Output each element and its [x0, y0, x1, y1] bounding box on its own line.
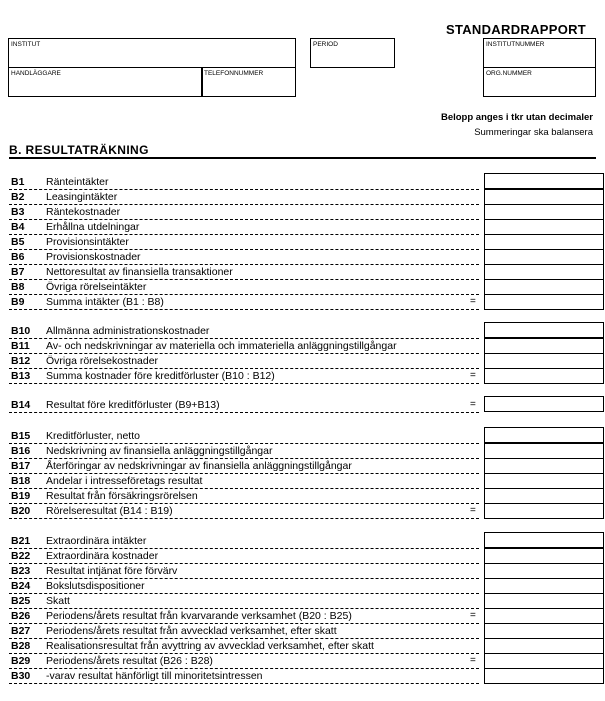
report-title: STANDARDRAPPORT: [446, 22, 587, 37]
row-code: B11: [11, 340, 30, 352]
equals-sign: =: [470, 610, 476, 621]
row-code: B13: [11, 370, 31, 382]
row-b16: [9, 444, 596, 459]
value-input-b7[interactable]: [484, 264, 604, 280]
row-code: B29: [11, 655, 31, 667]
row-code: B20: [11, 505, 31, 517]
handlaggare-label: HANDLÄGGARE: [11, 70, 61, 77]
equals-sign: =: [470, 399, 476, 410]
row-b12: [9, 354, 596, 369]
value-input-b20[interactable]: [484, 503, 604, 519]
row-label: Övriga rörelsekostnader: [46, 355, 159, 367]
section-title: B. RESULTATRÄKNING: [9, 143, 149, 157]
institutnummer-box[interactable]: [483, 38, 596, 68]
institut-box[interactable]: [8, 38, 296, 68]
value-input-b8[interactable]: [484, 279, 604, 295]
value-input-b2[interactable]: [484, 189, 604, 205]
value-input-b26[interactable]: [484, 608, 604, 624]
row-b17: [9, 459, 596, 474]
value-input-b17[interactable]: [484, 458, 604, 474]
row-label: Resultat från försäkringsrörelsen: [46, 490, 198, 502]
equals-sign: =: [470, 655, 476, 666]
handlaggare-box[interactable]: [8, 67, 203, 97]
row-code: B5: [11, 236, 25, 248]
row-code: B6: [11, 251, 25, 263]
row-label: Summa kostnader före kreditförluster (B10 : B12): [46, 370, 275, 382]
row-label: Allmänna administrationskostnader: [46, 325, 210, 337]
value-input-b4[interactable]: [484, 219, 604, 235]
row-label: Erhållna utdelningar: [46, 221, 140, 233]
row-code: B24: [11, 580, 31, 592]
value-input-b1[interactable]: [484, 173, 604, 189]
note-balance: Summeringar ska balansera: [474, 127, 593, 138]
row-code: B18: [11, 475, 31, 487]
row-label: Provisionskostnader: [46, 251, 141, 263]
row-code: B15: [11, 430, 31, 442]
row-label: Skatt: [46, 595, 70, 607]
row-label: Övriga rörelseintäkter: [46, 281, 147, 293]
row-label: Periodens/årets resultat (B26 : B28): [46, 655, 213, 667]
row-label: Periodens/årets resultat från avvecklad verksamhet, efter skatt: [46, 625, 337, 637]
dashed-leader: [9, 518, 479, 519]
row-b14: [9, 398, 596, 413]
value-input-b11[interactable]: [484, 338, 604, 354]
row-b4: [9, 220, 596, 235]
value-input-b13[interactable]: [484, 368, 604, 384]
row-b28: [9, 639, 596, 654]
row-b26: [9, 609, 596, 624]
telefonnummer-box[interactable]: [201, 67, 296, 97]
equals-sign: =: [470, 296, 476, 307]
period-label: PERIOD: [313, 41, 338, 48]
row-b6: [9, 250, 596, 265]
row-label: Extraordinära kostnader: [46, 550, 159, 562]
row-code: B9: [11, 296, 25, 308]
dashed-leader: [9, 412, 479, 413]
row-label: Leasingintäkter: [46, 191, 118, 203]
row-code: B23: [11, 565, 31, 577]
row-label: Periodens/årets resultat från kvarvarande verksamhet (B20 : B25): [46, 610, 352, 622]
equals-sign: =: [470, 505, 476, 516]
institutnummer-label: INSTITUTNUMMER: [486, 41, 545, 48]
row-code: B2: [11, 191, 25, 203]
orgnummer-label: ORG.NUMMER: [486, 70, 532, 77]
section-rule: [9, 157, 596, 159]
value-input-b28[interactable]: [484, 638, 604, 654]
value-input-b3[interactable]: [484, 204, 604, 220]
row-b23: [9, 564, 596, 579]
row-label: Resultat före kreditförluster (B9+B13): [46, 399, 220, 411]
row-label: Ränteintäkter: [46, 176, 109, 188]
value-input-b30[interactable]: [484, 668, 604, 684]
row-b21: [9, 534, 596, 549]
row-code: B1: [11, 176, 25, 188]
note-amounts: Belopp anges i tkr utan decimaler: [440, 112, 593, 123]
row-label: Kreditförluster, netto: [46, 430, 140, 442]
value-input-b19[interactable]: [484, 488, 604, 504]
value-input-b16[interactable]: [484, 443, 604, 459]
value-input-b29[interactable]: [484, 653, 604, 669]
row-label: Realisationsresultat från avyttring av avvecklad verksamhet, efter skatt: [46, 640, 374, 652]
row-b11: [9, 339, 596, 354]
row-b5: [9, 235, 596, 250]
value-input-b18[interactable]: [484, 473, 604, 489]
value-input-b21[interactable]: [484, 532, 604, 548]
dashed-leader: [9, 309, 479, 310]
orgnummer-box[interactable]: [483, 67, 596, 97]
value-input-b6[interactable]: [484, 249, 604, 265]
row-code: B22: [11, 550, 31, 562]
row-b18: [9, 474, 596, 489]
row-b9: [9, 295, 596, 310]
row-b25: [9, 594, 596, 609]
row-code: B26: [11, 610, 31, 622]
row-label: Extraordinära intäkter: [46, 535, 147, 547]
row-b24: [9, 579, 596, 594]
row-code: B17: [11, 460, 31, 472]
row-label: Andelar i intresseföretags resultat: [46, 475, 203, 487]
value-input-b15[interactable]: [484, 427, 604, 443]
row-label: Återföringar av nedskrivningar av finansiella anläggningstillgångar: [46, 460, 352, 472]
row-code: B21: [11, 535, 31, 547]
row-label: Provisionsintäkter: [46, 236, 129, 248]
row-b3: [9, 205, 596, 220]
row-label: Nedskrivning av finansiella anläggningstillgångar: [46, 445, 273, 457]
row-b7: [9, 265, 596, 280]
dashed-leader: [9, 683, 479, 684]
value-input-b24[interactable]: [484, 578, 604, 594]
row-b10: [9, 324, 596, 339]
row-code: B25: [11, 595, 31, 607]
row-code: B3: [11, 206, 25, 218]
row-code: B28: [11, 640, 31, 652]
row-code: B7: [11, 266, 25, 278]
row-b15: [9, 429, 596, 444]
period-box[interactable]: [310, 38, 395, 68]
row-label: Rörelseresultat (B14 : B19): [46, 505, 173, 517]
value-input-b14[interactable]: [484, 396, 604, 412]
row-b22: [9, 549, 596, 564]
row-label: -varav resultat hänförligt till minoritetsintressen: [46, 670, 263, 682]
value-input-b23[interactable]: [484, 563, 604, 579]
row-code: B14: [11, 399, 31, 411]
row-b20: [9, 504, 596, 519]
value-input-b10[interactable]: [484, 322, 604, 338]
row-label: Räntekostnader: [46, 206, 121, 218]
value-input-b5[interactable]: [484, 234, 604, 250]
row-code: B8: [11, 281, 25, 293]
row-b13: [9, 369, 596, 384]
row-code: B27: [11, 625, 31, 637]
dashed-leader: [9, 383, 479, 384]
row-b29: [9, 654, 596, 669]
row-b2: [9, 190, 596, 205]
row-code: B10: [11, 325, 31, 337]
value-input-b9[interactable]: [484, 294, 604, 310]
row-b27: [9, 624, 596, 639]
value-input-b12[interactable]: [484, 353, 604, 369]
row-code: B4: [11, 221, 25, 233]
value-input-b25[interactable]: [484, 593, 604, 609]
telefonnummer-label: TELEFONNUMMER: [204, 70, 264, 77]
value-input-b22[interactable]: [484, 548, 604, 564]
equals-sign: =: [470, 370, 476, 381]
row-b1: [9, 175, 596, 190]
row-b30: [9, 669, 596, 684]
value-input-b27[interactable]: [484, 623, 604, 639]
row-code: B16: [11, 445, 31, 457]
institut-label: INSTITUT: [11, 41, 41, 48]
row-code: B12: [11, 355, 31, 367]
row-b8: [9, 280, 596, 295]
row-code: B30: [11, 670, 31, 682]
row-label: Av- och nedskrivningar av materiella och immateriella anläggningstillgångar: [46, 340, 397, 352]
row-b19: [9, 489, 596, 504]
row-label: Summa intäkter (B1 : B8): [46, 296, 164, 308]
row-code: B19: [11, 490, 31, 502]
row-label: Nettoresultat av finansiella transaktioner: [46, 266, 233, 278]
row-label: Bokslutsdispositioner: [46, 580, 145, 592]
row-label: Resultat intjänat före förvärv: [46, 565, 178, 577]
